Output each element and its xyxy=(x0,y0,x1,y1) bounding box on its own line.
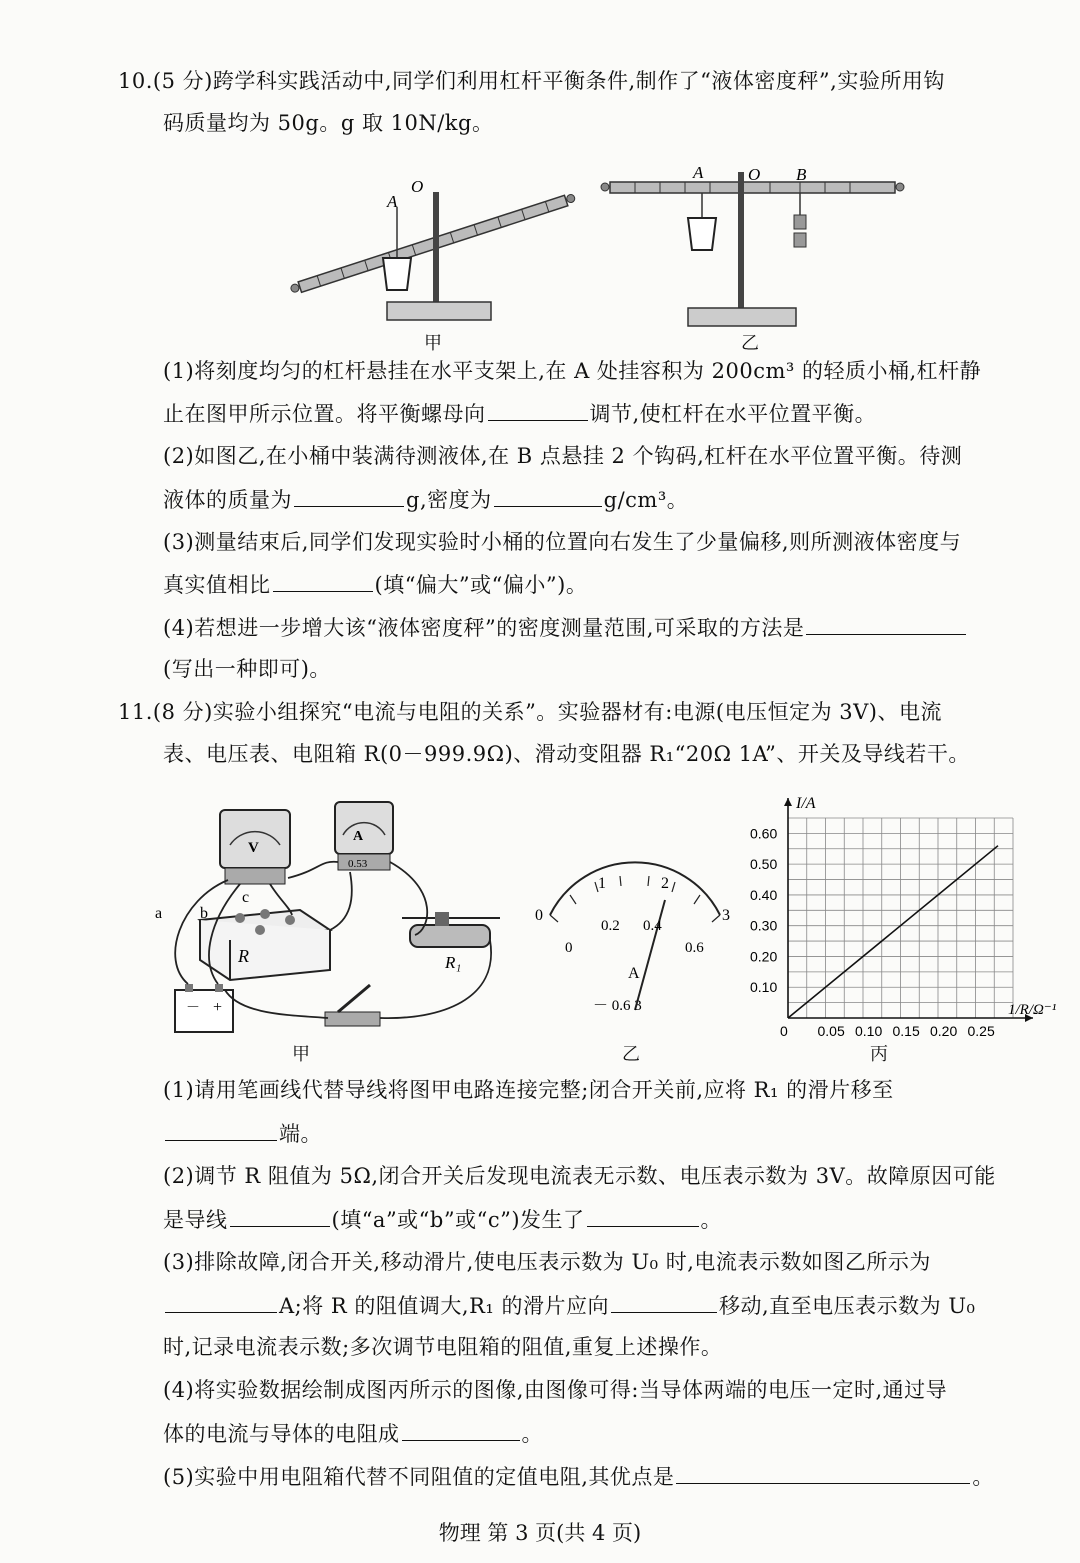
answer-blank[interactable] xyxy=(806,612,966,635)
dial-top-tick-3: 3 xyxy=(722,907,730,924)
q11-p3-c: 时,记录电流表示数;多次调节电阻箱的阻值,重复上述操作。 xyxy=(163,1335,723,1359)
battery-plus: + xyxy=(213,999,223,1016)
y-tick-label: 0.10 xyxy=(750,979,778,996)
q10-p2-b: 液体的质量为 g,密度为 g/cm³。 xyxy=(163,484,688,515)
q11-p1-b: 端。 xyxy=(163,1118,322,1149)
yi-label-O: O xyxy=(748,165,761,184)
q11-line2: 表、电压表、电阻箱 R(0－999.9Ω)、滑动变阻器 R₁“20Ω 1A”、开关及导线若干。 xyxy=(163,742,970,766)
rheostat-label: R₁ xyxy=(445,953,462,972)
answer-blank[interactable] xyxy=(587,1204,699,1227)
q10-p1-b: 止在图甲所示位置。将平衡螺母向 调节,使杠杆在水平位置平衡。 xyxy=(163,398,876,429)
q11-p2-a: (2)调节 R 阻值为 5Ω,闭合开关后发现电流表无示数、电压表示数为 3V。故障原因可能 xyxy=(163,1164,996,1188)
q10-p3-a: (3)测量结束后,同学们发现实验时小桶的位置向右发生了少量偏移,则所测液体密度与 xyxy=(163,530,962,554)
series-line xyxy=(788,846,998,1018)
q10-p3-b: 真实值相比 (填“偏大”或“偏小”)。 xyxy=(163,569,587,600)
q11-p4-b: 体的电流与导体的电阻成 。 xyxy=(163,1418,543,1449)
wire-b-label: b xyxy=(200,905,208,922)
y-tick-label: 0.50 xyxy=(750,856,778,873)
dial-bottom-tick-3: 0.6 xyxy=(685,940,704,956)
dial-caption: 乙 xyxy=(622,1044,640,1065)
lever-figure-yi xyxy=(600,160,910,330)
circuit-caption: 甲 xyxy=(292,1044,310,1065)
answer-blank[interactable] xyxy=(273,569,373,592)
wire-a-label: a xyxy=(155,905,163,922)
q10-p2-a: (2)如图乙,在小桶中装满待测液体,在 B 点悬挂 2 个钩码,杠杆在水平位置平衡。待测 xyxy=(163,444,963,468)
answer-blank[interactable] xyxy=(488,398,588,421)
q10-line2: 码质量均为 50g。g 取 10N/kg。 xyxy=(163,111,494,135)
y-tick-label: 0.30 xyxy=(750,917,778,934)
x-tick-label: 0.10 xyxy=(855,1023,883,1039)
ammeter-label: A xyxy=(353,829,364,844)
dial-top-tick-1: 1 xyxy=(598,875,606,892)
y-tick-label: 0.60 xyxy=(750,825,778,842)
answer-blank[interactable] xyxy=(676,1461,970,1484)
dial-bottom-tick-1: 0.2 xyxy=(601,918,620,934)
dial-bottom-tick-0: 0 xyxy=(565,940,573,956)
q10-p4-a: (4)若想进一步增大该“液体密度秤”的密度测量范围,可采取的方法是 xyxy=(163,612,968,643)
jia-label-O: O xyxy=(411,177,424,196)
answer-blank[interactable] xyxy=(402,1418,520,1441)
resistor-box-label: R xyxy=(238,946,249,966)
dial-top-tick-0: 0 xyxy=(535,907,543,924)
chart-caption: 丙 xyxy=(870,1044,888,1065)
yi-label-A: A xyxy=(693,163,704,182)
y-tick-label: 0.40 xyxy=(750,886,778,903)
answer-blank[interactable] xyxy=(230,1204,330,1227)
q10-line1: 10.(5 分)跨学科实践活动中,同学们利用杠杆平衡条件,制作了“液体密度秤”,实验所用钩 xyxy=(118,69,945,93)
q11-p5: (5)实验中用电阻箱代替不同阻值的定值电阻,其优点是 。 xyxy=(163,1461,994,1492)
voltmeter-label: V xyxy=(248,840,259,856)
x-tick-label: 0.25 xyxy=(967,1023,995,1039)
answer-blank[interactable] xyxy=(494,484,602,507)
wire-c-label: c xyxy=(242,889,250,906)
ammeter-terminal-reading: 0.53 xyxy=(348,858,368,870)
jia-label-A: A xyxy=(387,192,398,211)
y-axis-label: I/A xyxy=(796,795,816,812)
x-tick-label: 0 xyxy=(780,1023,788,1039)
y-axis-arrow xyxy=(784,798,792,806)
q11-p2-b: 是导线 (填“a”或“b”或“c”)发生了 。 xyxy=(163,1204,722,1235)
q11-p3-a: (3)排除故障,闭合开关,移动滑片,使电压表示数为 U₀ 时,电流表示数如图乙所示为 xyxy=(163,1250,931,1274)
chart-figure-bing xyxy=(740,790,1057,1040)
x-tick-label: 0.20 xyxy=(930,1023,958,1039)
dial-top-tick-2: 2 xyxy=(661,875,669,892)
answer-blank[interactable] xyxy=(294,484,404,507)
dial-terminals: － 0.6 3 xyxy=(593,998,642,1014)
x-tick-label: 0.05 xyxy=(817,1023,845,1039)
q11-line1: 11.(8 分)实验小组探究“电流与电阻的关系”。实验器材有:电源(电压恒定为 3V)、电流 xyxy=(118,700,942,724)
battery-minus: － xyxy=(186,1001,200,1016)
dial-bottom-tick-2: 0.4 xyxy=(643,918,662,934)
yi-label-B: B xyxy=(796,165,807,184)
q11-p4-a: (4)将实验数据绘制成图丙所示的图像,由图像可得:当导体两端的电压一定时,通过导 xyxy=(163,1378,948,1402)
x-axis-label: 1/R/Ω⁻¹ xyxy=(1008,1002,1057,1018)
answer-blank[interactable] xyxy=(165,1118,277,1141)
ammeter-dial-figure xyxy=(525,860,745,1030)
jia-caption: 甲 xyxy=(424,333,442,354)
q11-p1-a: (1)请用笔画线代替导线将图甲电路连接完整;闭合开关前,应将 R₁ 的滑片移至 xyxy=(163,1078,894,1102)
answer-blank[interactable] xyxy=(165,1290,277,1313)
x-tick-label: 0.15 xyxy=(892,1023,920,1039)
yi-caption: 乙 xyxy=(741,333,759,354)
circuit-figure-jia xyxy=(140,790,520,1045)
answer-blank[interactable] xyxy=(611,1290,717,1313)
q10-p4-b: (写出一种即可)。 xyxy=(163,657,331,681)
dial-unit: A xyxy=(628,965,640,982)
page-footer: 物理 第 3 页(共 4 页) xyxy=(438,1521,642,1545)
q10-p1-a: (1)将刻度均匀的杠杆悬挂在水平支架上,在 A 处挂容积为 200cm³ 的轻质小桶,杠杆静 xyxy=(163,359,982,383)
q11-p3-b: A;将 R 的阻值调大,R₁ 的滑片应向 移动,直至电压表示数为 U₀ xyxy=(163,1290,975,1321)
y-tick-label: 0.20 xyxy=(750,948,778,965)
lever-figure-jia xyxy=(285,150,585,350)
